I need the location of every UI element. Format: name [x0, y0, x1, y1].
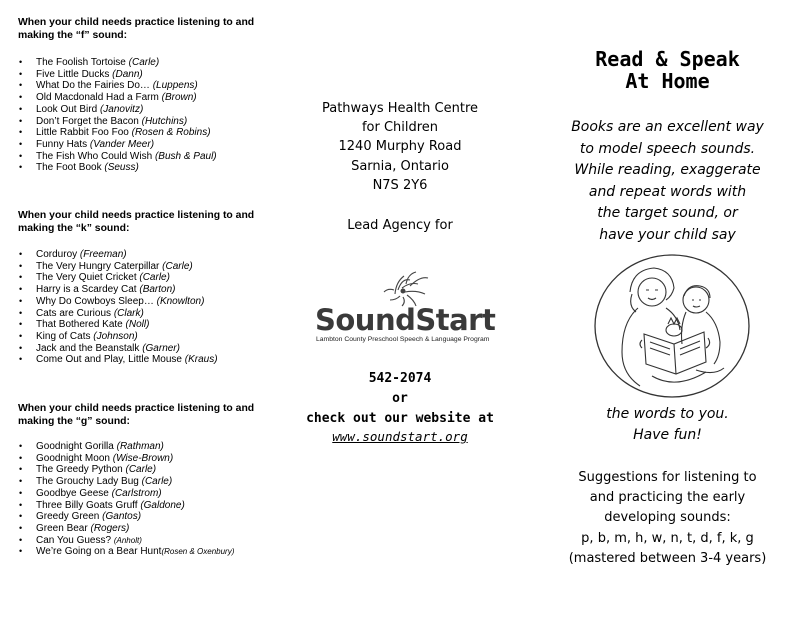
- list-item: • King of Cats (Johnson): [0, 331, 262, 343]
- list-item: • Jack and the Beanstalk (Garner): [0, 343, 262, 355]
- intro-line: and repeat words with: [588, 183, 747, 200]
- logo-wordmark: SoundStart: [315, 303, 496, 337]
- list-item: • Harry is a Scardey Cat (Barton): [0, 284, 262, 296]
- list-item: • The Foolish Tortoise (Carle): [0, 57, 262, 69]
- list-item: • Come Out and Play, Little Mouse (Kraus): [0, 354, 262, 366]
- list-item: • Funny Hats (Vander Meer): [0, 139, 262, 151]
- or-text: or: [392, 391, 408, 406]
- list-item: • We’re Going on a Bear Hunt(Rosen & Oxenbury): [0, 546, 262, 558]
- list-item: • Corduroy (Freeman): [0, 249, 262, 261]
- list-item: • Little Rabbit Foo Foo (Rosen & Robins): [0, 127, 262, 139]
- address-line: for Children: [361, 120, 439, 136]
- list-item: • Old Macdonald Had a Farm (Brown): [0, 92, 262, 104]
- list-item: • The Greedy Python (Carle): [0, 464, 262, 476]
- list-item: • Why Do Cowboys Sleep… (Knowlton): [0, 296, 262, 308]
- outro-line: Have fun!: [633, 426, 702, 443]
- suggestion-line: and practicing the early: [589, 490, 746, 506]
- list-item: • Cats are Curious (Clark): [0, 308, 262, 320]
- title-line: At Home: [625, 69, 710, 93]
- address-line: Sarnia, Ontario: [351, 158, 449, 174]
- list-item: • The Grouchy Lady Bug (Carle): [0, 476, 262, 488]
- list-item: • Green Bear (Rogers): [0, 523, 262, 535]
- suggestion-line: Suggestions for listening to: [578, 470, 757, 485]
- section-heading-g: When your child needs practice listening to and making the “g” sound:: [18, 403, 255, 427]
- reading-illustration: [592, 252, 752, 400]
- left-panel: [0, 0, 265, 618]
- outro-line: the words to you.: [606, 406, 729, 422]
- book-list-g: [0, 441, 262, 558]
- list-item: • That Bothered Kate (Noll): [0, 319, 262, 331]
- outro-text: [535, 404, 800, 445]
- list-item: • The Fish Who Could Wish (Bush & Paul): [0, 151, 262, 163]
- list-item: • What Do the Fairies Do… (Luppens): [0, 80, 262, 92]
- list-item: • Don’t Forget the Bacon (Hutchins): [0, 116, 262, 128]
- address-line: 1240 Murphy Road: [338, 139, 462, 155]
- intro-line: Books are an excellent way: [571, 119, 764, 135]
- list-item: • Greedy Green (Gantos): [0, 511, 262, 523]
- book-list-f: [0, 57, 262, 174]
- list-item: • Three Billy Goats Gruff (Galdone): [0, 500, 262, 512]
- logo-subtitle: Lambton County Preschool Speech & Language Program: [316, 336, 490, 343]
- address-block: [265, 99, 535, 195]
- list-item: • Goodnight Moon (Wise-Brown): [0, 453, 262, 465]
- intro-line: to model speech sounds.: [579, 140, 756, 157]
- section-heading-k: When your child needs practice listening to and making the “k” sound:: [18, 210, 255, 234]
- middle-panel: [265, 0, 535, 618]
- list-item: • The Very Quiet Cricket (Carle): [0, 272, 262, 284]
- website-prompt: check out our website at: [306, 411, 494, 426]
- list-item: • Goodbye Geese (Carlstrom): [0, 488, 262, 500]
- address-line: Pathways Health Centre: [321, 101, 479, 116]
- list-item: • Goodnight Gorilla (Rathman): [0, 441, 262, 453]
- phone-number: 542-2074: [368, 371, 432, 386]
- contact-block: [265, 369, 535, 429]
- right-panel: [535, 0, 800, 618]
- lead-agency-text: Lead Agency for: [347, 218, 453, 233]
- list-item: • Can You Guess? (Anholt): [0, 535, 262, 547]
- suggestion-line: p, b, m, h, w, n, t, d, f, k, g: [581, 530, 754, 546]
- suggestions-text: [535, 468, 800, 569]
- suggestion-line: developing sounds:: [604, 510, 731, 526]
- suggestion-line: (mastered between 3-4 years): [568, 550, 767, 566]
- intro-line: While reading, exaggerate: [574, 162, 761, 178]
- list-item: • The Very Hungry Caterpillar (Carle): [0, 261, 262, 273]
- intro-line: have your child say: [599, 226, 736, 243]
- title-line: Read & Speak: [595, 47, 740, 71]
- list-item: • The Foot Book (Seuss): [0, 162, 262, 174]
- intro-line: the target sound, or: [597, 205, 738, 221]
- page-title: [535, 48, 800, 92]
- website-link[interactable]: www.soundstart.org: [332, 429, 468, 444]
- book-list-k: [0, 249, 262, 366]
- list-item: • Look Out Bird (Janovitz): [0, 104, 262, 116]
- soundstart-logo: [310, 270, 555, 350]
- list-item: • Five Little Ducks (Dann): [0, 69, 262, 81]
- intro-text: [545, 117, 790, 246]
- section-heading-f: When your child needs practice listening to and making the “f” sound:: [18, 17, 255, 41]
- address-line: N7S 2Y6: [372, 177, 428, 193]
